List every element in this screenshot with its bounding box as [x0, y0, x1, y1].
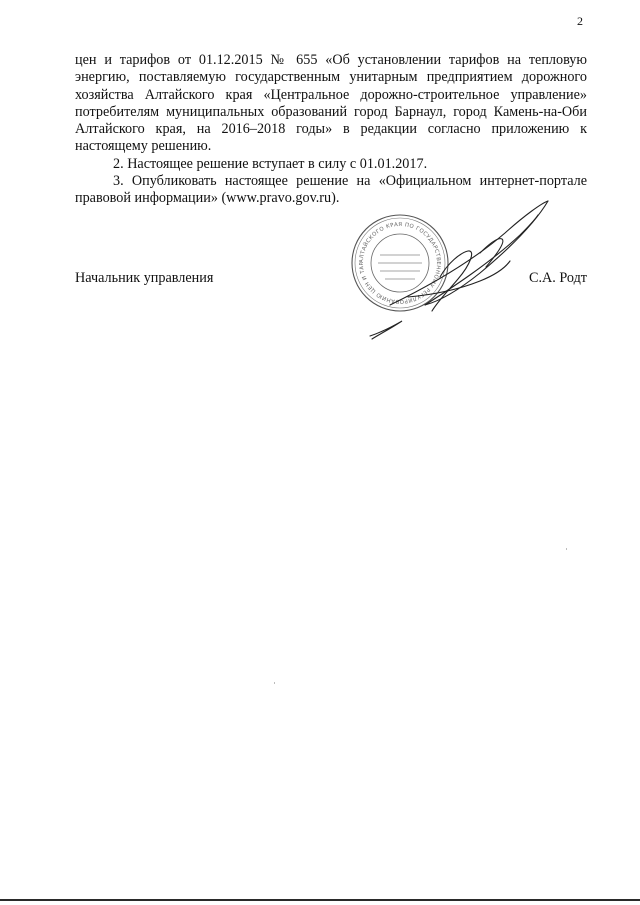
scan-speck: [274, 682, 275, 684]
signature-block: [75, 270, 587, 290]
signatory-name: С.А. Родт: [529, 270, 587, 286]
scan-bottom-edge: [0, 899, 640, 901]
scan-speck: [566, 548, 567, 550]
paragraph-publication: 3. Опубликовать настоящее решение на «Официальном интернет-портале правовой информации» (www.pravo.gov.ru).: [75, 173, 587, 207]
signatory-position: Начальник управления: [75, 270, 214, 286]
paragraph-continuation: цен и тарифов от 01.12.2015 № 655 «Об установлении тарифов на тепловую энергию, поставляемую государственным унитарным предприятием дорожного хозяйства Алтайского края «Центральное дорожно-строительное управление» потребителям муниципальных образований город Барнаул, город Камень-на-Оби Алтайского края, на 2016–2018 годы» в редакции согласно приложению к настоящему решению.: [75, 52, 587, 155]
document-body: [75, 52, 587, 208]
paragraph-effective-date: 2. Настоящее решение вступает в силу с 01.01.2017.: [113, 155, 428, 172]
seal-lettering: АЛТАЙСКОГО КРАЯ ПО ГОСУДАРСТВЕННОМУ РЕГУЛИРОВАНИЮ ЦЕН И ТАР: [358, 221, 442, 305]
page-number: 2: [577, 14, 583, 28]
